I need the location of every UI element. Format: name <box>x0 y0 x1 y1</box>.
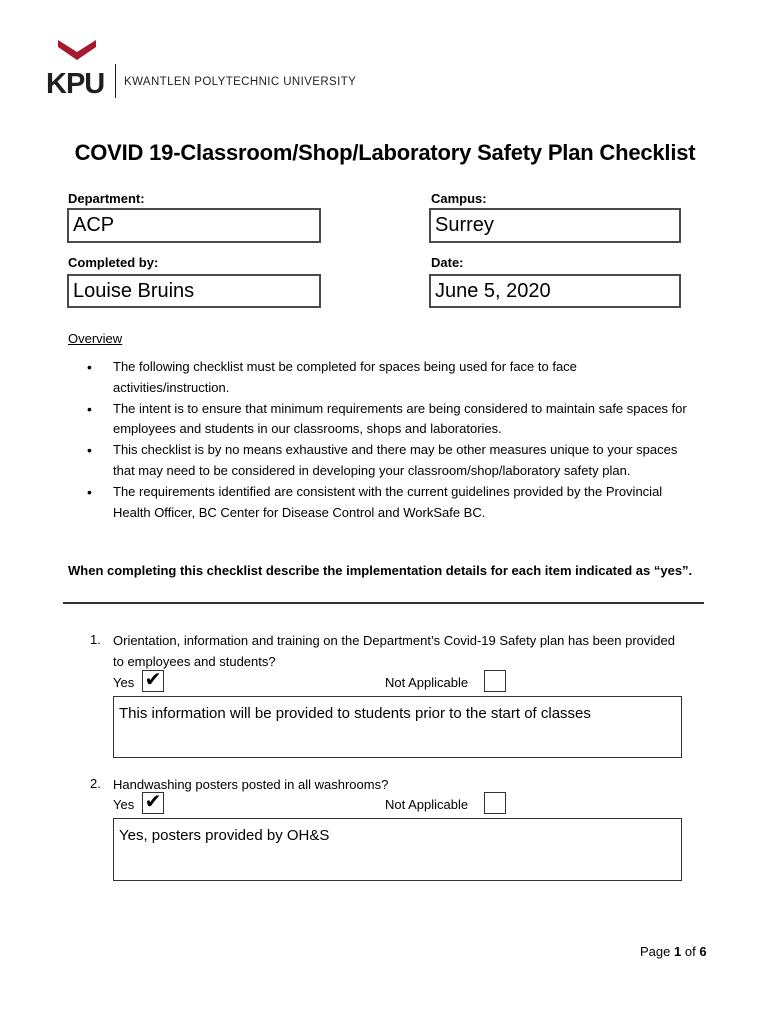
overview-heading: Overview <box>68 331 123 346</box>
date-label: Date: <box>431 255 464 270</box>
department-field[interactable]: ACP <box>67 208 321 243</box>
not-applicable-label: Not Applicable <box>385 797 469 812</box>
overview-bullet: • The following checklist must be completed for spaces being used for face to face activities/instruction. <box>68 357 688 399</box>
not-applicable-checkbox[interactable] <box>484 792 506 814</box>
completed-by-field[interactable]: Louise Bruins <box>67 274 321 308</box>
page-number <box>640 944 707 959</box>
campus-label: Campus: <box>431 191 487 206</box>
question-text: Handwashing posters posted in all washrooms? <box>113 777 389 792</box>
logo-divider <box>115 64 116 98</box>
yes-checkbox[interactable]: ✔ <box>142 670 164 692</box>
page-word: Page <box>640 944 671 959</box>
document-title: COVID 19-Classroom/Shop/Laboratory Safety Plan Checklist <box>74 140 696 165</box>
yes-checkbox[interactable]: ✔ <box>142 792 164 814</box>
logo-text: KPU <box>46 68 105 96</box>
of-word: of <box>684 944 696 959</box>
kpu-logo <box>46 38 108 96</box>
answer-field[interactable]: This information will be provided to students prior to the start of classes <box>113 696 682 758</box>
completed-by-label: Completed by: <box>68 255 159 270</box>
overview-bullet: • The intent is to ensure that minimum requirements are being considered to maintain safe spaces for employees and students in our classrooms, shops and laboratories. <box>68 399 688 441</box>
logo-chevron-icon <box>58 40 96 60</box>
instruction-text: When completing this checklist describe the implementation details for each item indicated as “yes”. <box>68 563 693 578</box>
answer-field[interactable]: Yes, posters provided by OH&S <box>113 818 682 881</box>
department-label: Department: <box>68 191 145 206</box>
page-current: 1 <box>674 944 682 959</box>
university-name: KWANTLEN POLYTECHNIC UNIVERSITY <box>124 76 357 88</box>
overview-bullet: • This checklist is by no means exhaustive and there may be other measures unique to your spaces that may need to be considered in developing your classroom/shop/laboratory safety plan. <box>68 440 688 482</box>
date-field[interactable]: June 5, 2020 <box>429 274 681 308</box>
yes-label: Yes <box>113 675 135 690</box>
overview-list <box>68 357 688 523</box>
page-total: 6 <box>699 944 707 959</box>
question-text: Orientation, information and training on the Department’s Covid-19 Safety plan has been provided to employees and students? <box>113 633 675 669</box>
question-number: 1. <box>90 632 101 647</box>
section-divider <box>63 602 704 604</box>
not-applicable-label: Not Applicable <box>385 675 469 690</box>
question-number: 2. <box>90 776 101 791</box>
overview-bullet: • The requirements identified are consistent with the current guidelines provided by the Provincial Health Officer, BC Center for Disease Control and WorkSafe BC. <box>68 482 688 524</box>
yes-label: Yes <box>113 797 135 812</box>
not-applicable-checkbox[interactable] <box>484 670 506 692</box>
campus-field[interactable]: Surrey <box>429 208 681 243</box>
